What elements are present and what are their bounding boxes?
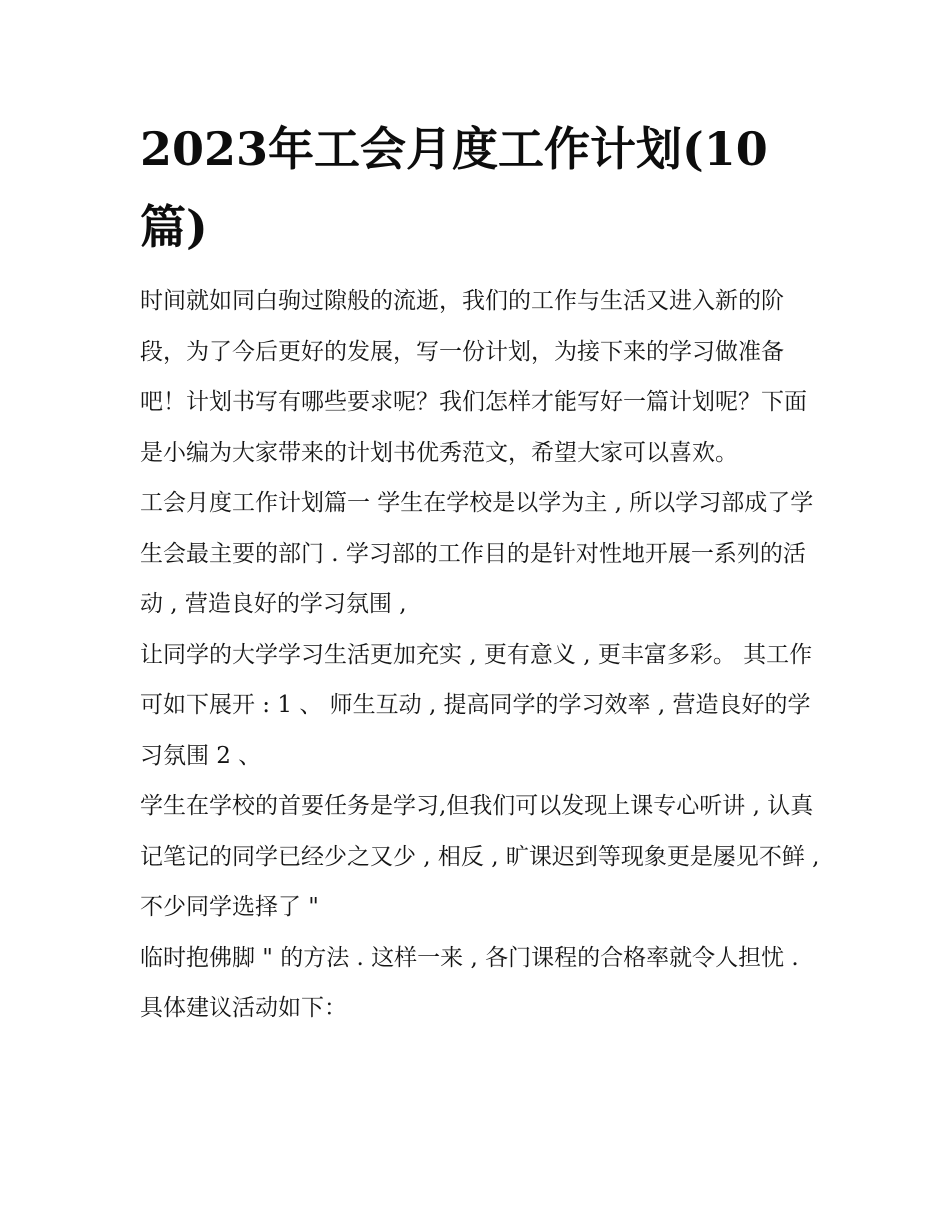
body-paragraph: 工会月度工作计划篇一 学生在学校是以学为主 , 所以学习部成了学生会最主要的部门 . 学习部的工作目的是针对性地开展一系列的活动 , 营造良好的学习氛围 ,: [140, 490, 814, 617]
body-paragraph: 让同学的大学学习生活更加充实 , 更有意义 , 更丰富多彩。 其工作可如下展开 : 1 、 师生互动 , 提高同学的学习效率 , 营造良好的学习氛围 2 、: [140, 641, 813, 769]
intro-paragraph: 时间就如同白驹过隙般的流逝，我们的工作与生活又进入新的阶段，为了今后更好的发展，写一份计划，为接下来的学习做准备吧！计划书写有哪些要求呢？我们怎样才能写好一篇计划呢？下面是小编为大家带来的计划书优秀范文，希望大家可以喜欢。: [140, 288, 807, 466]
document-body: [140, 276, 827, 1034]
body-paragraph: 学生在学校的首要任务是学习,但我们可以发现上课专心听讲 , 认真记笔记的同学已经少之又少 , 相反 , 旷课迟到等现象更是屡见不鲜 , 不少同学选择了 ": [140, 793, 827, 920]
body-paragraph: 临时抱佛脚 " 的方法 . 这样一来 , 各门课程的合格率就令人担忧 . 具体建议活动如下：: [140, 944, 807, 1021]
document-title: 2023年工会月度工作计划(10篇): [140, 122, 768, 254]
